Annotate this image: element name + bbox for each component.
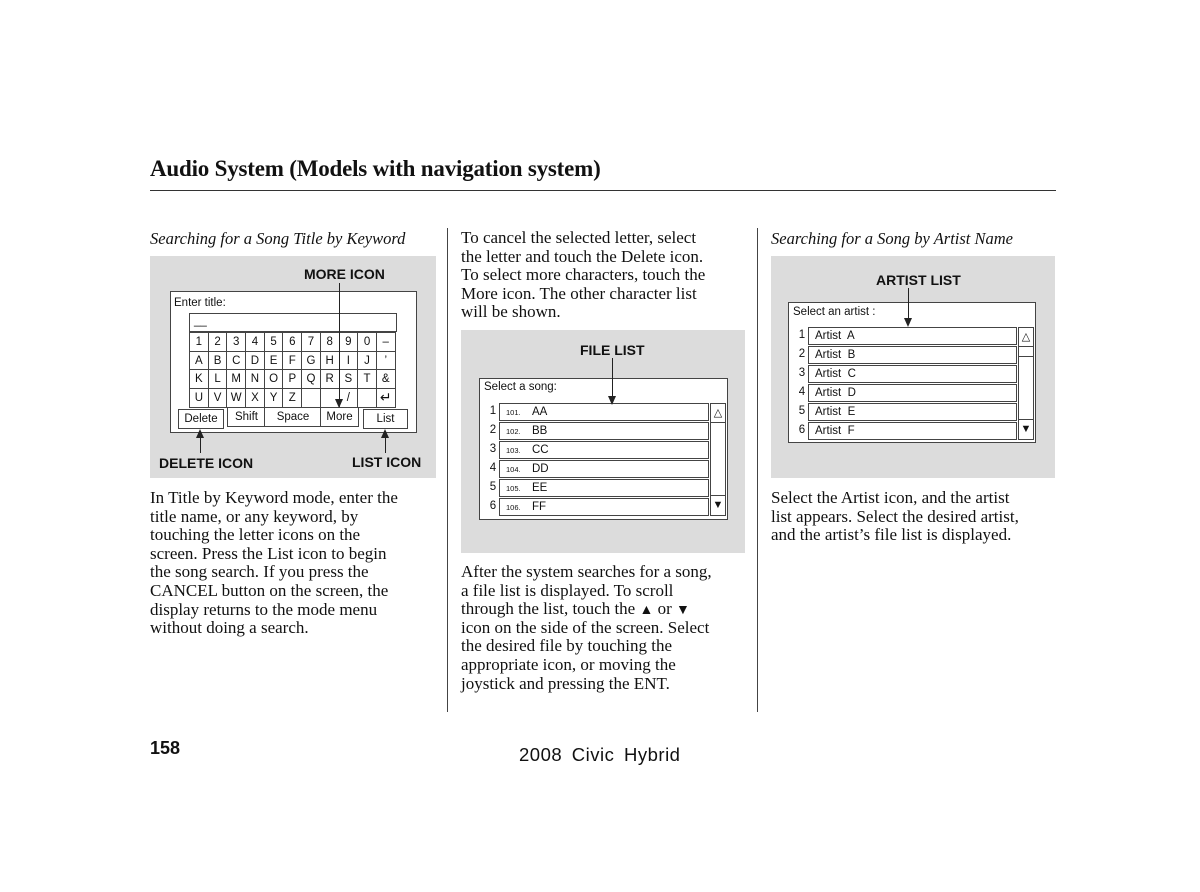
keyboard-key[interactable]: 0	[358, 333, 377, 352]
artist-list-pointer	[908, 288, 909, 318]
keyboard-key[interactable]: P	[283, 370, 302, 389]
file-list-instructions-part1: After the system searches for a song, a file list is displayed. To scroll through the list, touch the	[461, 562, 712, 619]
scroll-up-icon[interactable]: △	[713, 407, 723, 419]
delete-button[interactable]: Delete	[178, 409, 224, 429]
title-rule	[150, 190, 1056, 191]
artist-row-number: 4	[798, 386, 806, 398]
keyboard-key[interactable]: 8	[321, 333, 340, 352]
file-name: EE	[532, 482, 548, 494]
scrollbar-divider	[1019, 356, 1033, 357]
artist-list-item[interactable]	[808, 365, 1017, 383]
file-name: BB	[532, 425, 548, 437]
keyboard-key[interactable]: S	[340, 370, 359, 389]
delete-icon-pointer	[200, 437, 201, 453]
file-list-label: FILE LIST	[580, 342, 645, 358]
title-input-value: __	[194, 315, 207, 327]
artist-name: Artist A	[815, 330, 855, 342]
keyboard-key[interactable]: O	[265, 370, 284, 389]
up-triangle-icon: ▲	[639, 601, 654, 618]
keyboard-key[interactable]: R	[321, 370, 340, 389]
enter-title-prompt: Enter title:	[174, 297, 226, 309]
artist-list-scrollbar[interactable]	[1018, 327, 1034, 440]
footer-model: 2008 Civic Hybrid	[519, 744, 681, 765]
scroll-up-icon[interactable]: △	[1021, 331, 1031, 343]
keyboard-key[interactable]: H	[321, 352, 340, 371]
keyword-instructions: In Title by Keyword mode, enter the title name, or any keyword, by touching the letter icons on the screen. Press the List icon to begin the song search. If you press the CANCEL button on the screen, the display returns to the mode menu without doing a search.	[150, 488, 398, 638]
artist-row-number: 2	[798, 348, 806, 360]
keyboard-key[interactable]	[302, 389, 321, 408]
keyboard-key[interactable]: G	[302, 352, 321, 371]
file-row-number: 2	[489, 424, 497, 436]
keyboard-key[interactable]: 9	[340, 333, 359, 352]
artist-list-arrowhead	[904, 318, 912, 327]
list-button[interactable]: List	[363, 409, 408, 429]
artist-list-item[interactable]	[808, 327, 1017, 345]
keyboard-key[interactable]: U	[190, 389, 209, 408]
artist-list-item[interactable]	[808, 346, 1017, 364]
file-code: 104.	[506, 464, 521, 474]
keyboard-key[interactable]: 5	[265, 333, 284, 352]
keyboard-key[interactable]: I	[340, 352, 359, 371]
file-code: 105.	[506, 483, 521, 493]
file-name: DD	[532, 463, 549, 475]
keyword-search-caption: Searching for a Song Title by Keyword	[150, 229, 406, 248]
file-code: 106.	[506, 502, 521, 512]
keyboard-key[interactable]: Y	[265, 389, 284, 408]
keyboard-key[interactable]: D	[246, 352, 265, 371]
keyboard-key[interactable]: M	[227, 370, 246, 389]
scrollbar-divider	[711, 495, 725, 496]
list-icon-pointer	[385, 437, 386, 453]
artist-row-number: 3	[798, 367, 806, 379]
file-name: FF	[532, 501, 547, 513]
artist-instructions: Select the Artist icon, and the artist list appears. Select the desired artist, and the artist’s file list is displayed.	[771, 488, 1019, 545]
file-name: CC	[532, 444, 549, 456]
keyboard-key[interactable]: V	[209, 389, 228, 408]
file-list-pointer	[612, 358, 613, 396]
artist-row-number: 6	[798, 424, 806, 436]
scrollbar-divider	[1019, 346, 1033, 347]
keyboard-key[interactable]: K	[190, 370, 209, 389]
keyboard-key[interactable]: E	[265, 352, 284, 371]
cancel-instructions: To cancel the selected letter, select the letter and touch the Delete icon. To select more characters, touch the More icon. The other character list will be shown.	[461, 228, 706, 322]
keyboard-key[interactable]: L	[209, 370, 228, 389]
artist-name: Artist B	[815, 349, 856, 361]
letter-keyboard	[189, 332, 396, 408]
list-icon-label: LIST ICON	[352, 454, 422, 470]
keyboard-key[interactable]: /	[340, 389, 359, 408]
file-list-instructions-part2: icon on the side of the screen. Select the desired file by touching the appropriate icon, or moving the joystick and pressing the ENT.	[461, 617, 710, 693]
keyboard-key[interactable]: 3	[227, 333, 246, 352]
select-artist-prompt: Select an artist :	[793, 306, 876, 318]
column-separator	[447, 228, 448, 712]
space-button[interactable]: Space	[264, 407, 322, 427]
or-text: or	[657, 599, 672, 619]
keyboard-key[interactable]: T	[358, 370, 377, 389]
artist-name: Artist E	[815, 406, 856, 418]
more-icon-label: MORE ICON	[304, 266, 385, 282]
down-triangle-icon: ▼	[676, 601, 690, 618]
file-list-item[interactable]	[499, 441, 709, 459]
keyboard-key[interactable]: ↵	[377, 389, 396, 408]
artist-list-item[interactable]	[808, 384, 1017, 402]
file-list-arrowhead	[608, 396, 616, 405]
file-row-number: 1	[489, 405, 497, 417]
keyboard-key[interactable]	[358, 389, 377, 408]
scrollbar-divider	[1019, 419, 1033, 420]
file-list-item[interactable]	[499, 498, 709, 516]
artist-name: Artist F	[815, 425, 855, 437]
select-song-prompt: Select a song:	[484, 381, 557, 393]
page-title: Audio System (Models with navigation system)	[150, 156, 601, 181]
page-number: 158	[150, 738, 181, 758]
more-button[interactable]: More	[320, 407, 359, 427]
more-icon-pointer	[339, 283, 340, 401]
file-code: 101.	[506, 407, 521, 417]
keyboard-key[interactable]: 1	[190, 333, 209, 352]
file-list-item[interactable]	[499, 479, 709, 497]
scrollbar-divider	[711, 422, 725, 423]
file-list-item[interactable]	[499, 460, 709, 478]
keyboard-key[interactable]: ’	[377, 352, 396, 371]
file-list-item[interactable]	[499, 422, 709, 440]
file-code: 102.	[506, 426, 521, 436]
more-icon-arrowhead	[335, 399, 343, 408]
keyboard-key[interactable]: F	[283, 352, 302, 371]
keyboard-key[interactable]: 7	[302, 333, 321, 352]
keyboard-key[interactable]: –	[377, 333, 396, 352]
keyboard-key[interactable]: X	[246, 389, 265, 408]
artist-list-item[interactable]	[808, 403, 1017, 421]
artist-search-caption: Searching for a Song by Artist Name	[771, 229, 1013, 248]
artist-row-number: 1	[798, 329, 806, 341]
keyboard-key[interactable]: 6	[283, 333, 302, 352]
keyboard-key[interactable]: Z	[283, 389, 302, 408]
file-code: 103.	[506, 445, 521, 455]
artist-name: Artist D	[815, 387, 856, 399]
artist-list-item[interactable]	[808, 422, 1017, 440]
artist-list-label: ARTIST LIST	[876, 272, 961, 288]
keyboard-key[interactable]: W	[227, 389, 246, 408]
file-list-item[interactable]	[499, 403, 709, 421]
keyboard-key[interactable]: 4	[246, 333, 265, 352]
keyboard-key[interactable]: A	[190, 352, 209, 371]
delete-icon-label: DELETE ICON	[159, 455, 254, 471]
keyboard-key[interactable]: Q	[302, 370, 321, 389]
file-row-number: 6	[489, 500, 497, 512]
file-row-number: 3	[489, 443, 497, 455]
shift-button[interactable]: Shift	[227, 407, 266, 427]
artist-name: Artist C	[815, 368, 856, 380]
keyboard-key[interactable]: N	[246, 370, 265, 389]
file-name: AA	[532, 406, 548, 418]
file-row-number: 5	[489, 481, 497, 493]
keyboard-key[interactable]: 2	[209, 333, 228, 352]
keyboard-key[interactable]: C	[227, 352, 246, 371]
keyboard-key[interactable]: B	[209, 352, 228, 371]
file-list-scrollbar[interactable]	[710, 403, 726, 516]
scroll-down-icon[interactable]: ▼	[712, 499, 724, 511]
scroll-down-icon[interactable]: ▼	[1020, 423, 1032, 435]
keyboard-key[interactable]: J	[358, 352, 377, 371]
file-list-instructions	[461, 563, 756, 693]
artist-row-number: 5	[798, 405, 806, 417]
keyboard-key[interactable]: &	[377, 370, 396, 389]
file-row-number: 4	[489, 462, 497, 474]
column-separator	[757, 228, 758, 712]
title-input[interactable]	[189, 313, 397, 332]
